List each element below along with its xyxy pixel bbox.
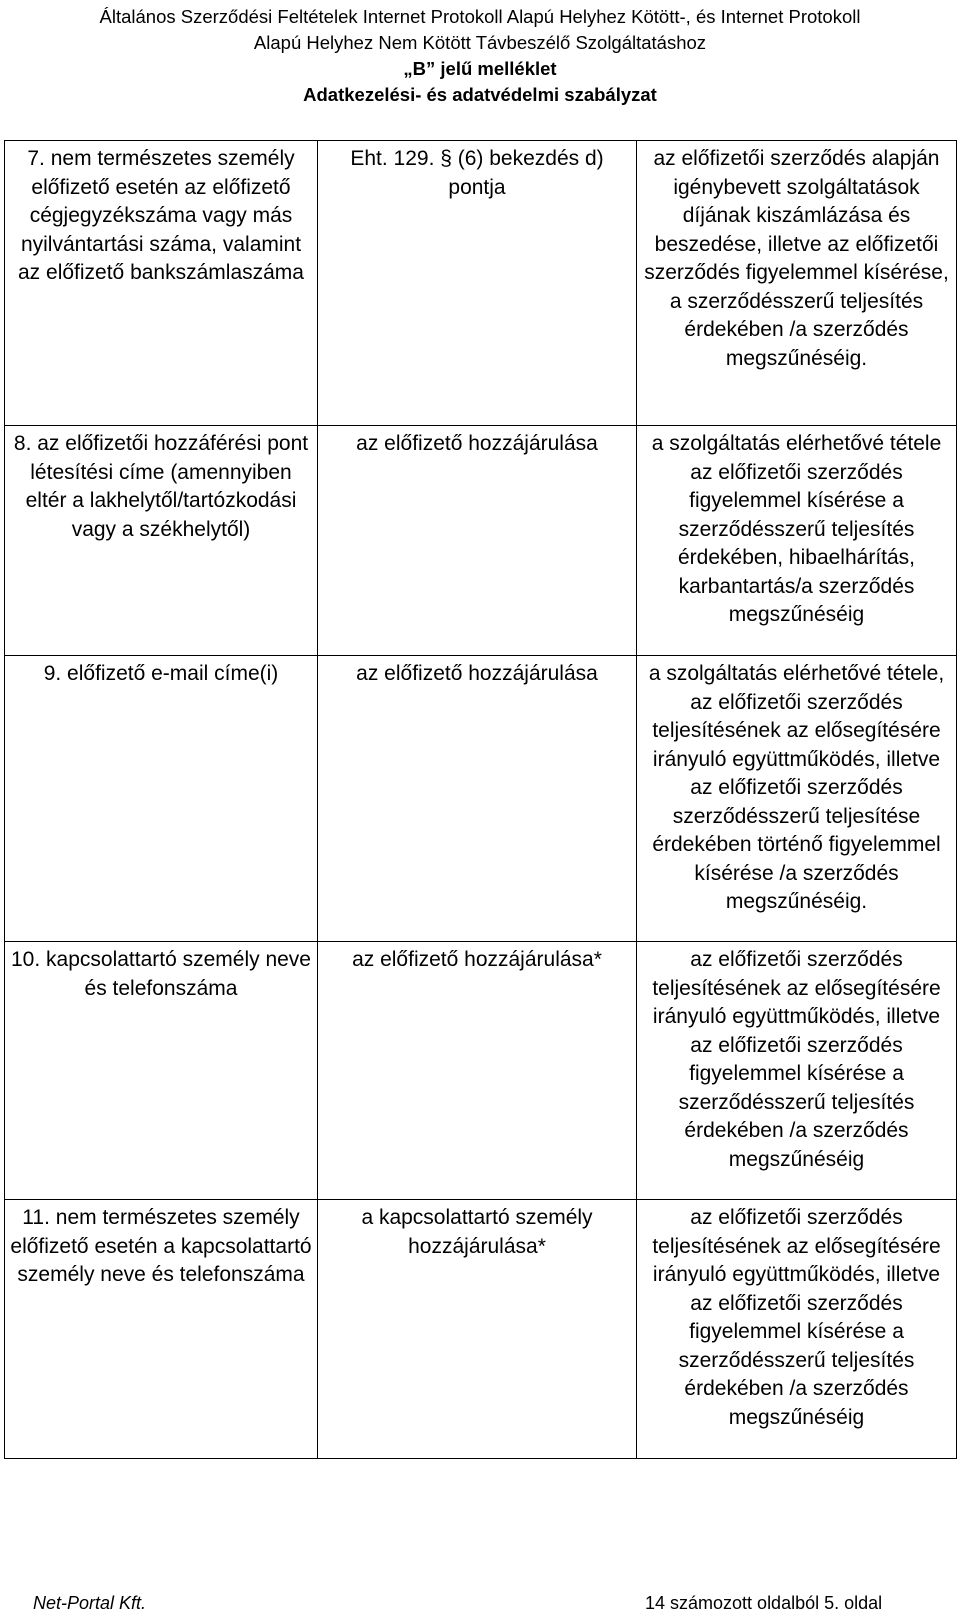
purpose-cell: a szolgáltatás elérhetővé tétele az előfizetői szerződés figyelemmel kísérése a szerződésszerű teljesítés érdekében, hibaelhárítás, karbantartás/a szerződés megszűnéséig: [637, 426, 957, 656]
purpose-cell: a szolgáltatás elérhetővé tétele, az előfizetői szerződés teljesítésének az elősegítésére irányuló együttműködés, illetve az előfizetői szerződés szerződésszerű teljesítése érdekében történő figyelemmel kísérése /a szerződés megszűnéséig.: [637, 656, 957, 942]
legal-basis-cell: az előfizető hozzájárulása: [318, 656, 637, 942]
annex-label: „B” jelű melléklet: [403, 58, 557, 79]
purpose-cell: az előfizetői szerződés alapján igénybevett szolgáltatások díjának kiszámlázása és beszedése, illetve az előfizetői szerződés figyelemmel kísérése, a szerződésszerű teljesítés érdekében /a szerződés megszűnéséig.: [637, 141, 957, 426]
legal-basis-cell: az előfizető hozzájárulása: [318, 426, 637, 656]
header-title-line-1: Általános Szerződési Feltételek Internet Protokoll Alapú Helyhez Kötött-, és Internet Protokoll: [99, 6, 861, 27]
data-type-cell: 10. kapcsolattartó személy neve és telefonszáma: [5, 942, 318, 1200]
purpose-cell: az előfizetői szerződés teljesítésének az elősegítésére irányuló együttműködés, illetve az előfizetői szerződés figyelemmel kísérése a szerződésszerű teljesítés érdekében /a szerződés megszűnéséig: [637, 1200, 957, 1459]
data-type-cell: 7. nem természetes személy előfizető esetén az előfizető cégjegyzékszáma vagy más nyilvántartási száma, valamint az előfizető bankszámlaszáma: [5, 141, 318, 426]
header-title-line-2: Alapú Helyhez Nem Kötött Távbeszélő Szolgáltatáshoz: [253, 32, 707, 53]
data-processing-table: [4, 140, 957, 1459]
table-row: [5, 1200, 957, 1459]
table-row: [5, 426, 957, 656]
data-type-cell: 11. nem természetes személy előfizető esetén a kapcsolattartó személy neve és telefonszáma: [5, 1200, 318, 1459]
document-header: [0, 4, 960, 108]
purpose-cell: az előfizetői szerződés teljesítésének az elősegítésére irányuló együttműködés, illetve az előfizetői szerződés figyelemmel kísérése a szerződésszerű teljesítés érdekében /a szerződés megszűnéséig: [637, 942, 957, 1200]
table-row: [5, 656, 957, 942]
table-row: [5, 942, 957, 1200]
company-name: Net-Portal Kft.: [33, 1593, 147, 1613]
legal-basis-cell: a kapcsolattartó személy hozzájárulása*: [318, 1200, 637, 1459]
data-type-cell: 8. az előfizetői hozzáférési pont létesítési címe (amennyiben eltér a lakhelytől/tartózkodási vagy a székhelytől): [5, 426, 318, 656]
legal-basis-cell: az előfizető hozzájárulása*: [318, 942, 637, 1200]
page-number: 14 számozott oldalból 5. oldal: [645, 1593, 883, 1613]
data-type-cell: 9. előfizető e-mail címe(i): [5, 656, 318, 942]
policy-title: Adatkezelési- és adatvédelmi szabályzat: [303, 84, 657, 105]
table-row: [5, 141, 957, 426]
legal-basis-cell: Eht. 129. § (6) bekezdés d) pontja: [318, 141, 637, 426]
page-footer: [0, 1590, 960, 1617]
